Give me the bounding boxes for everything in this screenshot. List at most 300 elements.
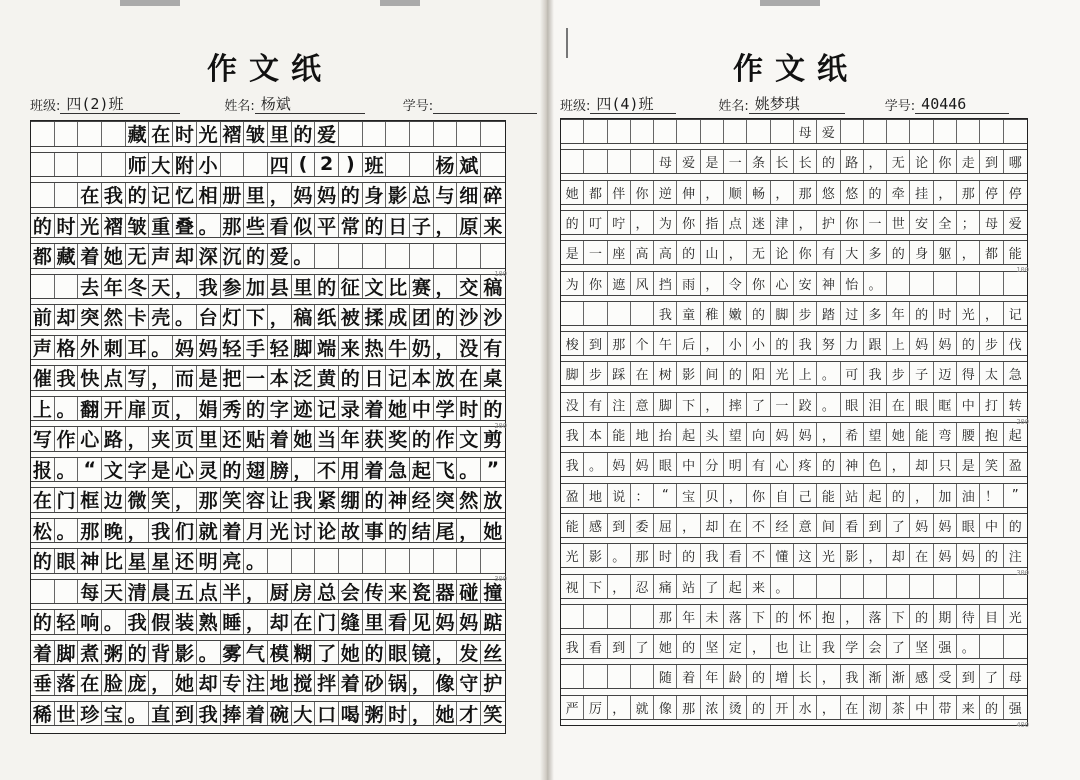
- grid-cell: 我: [841, 664, 864, 689]
- grid-row: [31, 670, 505, 696]
- grid-cell: ，: [841, 604, 864, 629]
- scan-edge-mark: [120, 0, 180, 6]
- class-value: 四(2)班: [60, 94, 180, 114]
- grid-cell: 看: [268, 213, 292, 239]
- grid-cell: 看: [724, 543, 747, 568]
- grid-cell: 瓷: [410, 579, 434, 605]
- grid-cell: [561, 604, 584, 629]
- grid-cell: 脚: [654, 392, 677, 417]
- grid-cell: 挡: [654, 271, 677, 296]
- grid-cell: 中: [980, 513, 1003, 538]
- grid-cell: 向: [747, 422, 770, 447]
- grid-cell: [31, 579, 55, 605]
- grid-cell: 的: [1008, 519, 1022, 535]
- grid-cell: ，: [268, 182, 292, 208]
- grid-cell: 里: [197, 426, 221, 452]
- grid-cell: 。: [55, 396, 79, 422]
- grid-cell: 着: [363, 396, 387, 422]
- grid-cell: ，: [244, 609, 268, 635]
- grid-cell: 县: [268, 274, 292, 300]
- grid-cell: ，: [771, 180, 794, 205]
- grid-cell: ：: [631, 483, 654, 508]
- grid-cell: 哪: [1008, 156, 1022, 172]
- grid-cell: [584, 301, 607, 326]
- grid-cell: 世: [55, 701, 79, 727]
- grid-cell: 座: [608, 240, 631, 265]
- grid-cell: 爱: [817, 119, 840, 144]
- grid-cell: 无: [887, 149, 910, 174]
- grid-cell: 影: [386, 182, 410, 208]
- grid-cell: [457, 548, 481, 574]
- grid-cell: 本: [584, 422, 607, 447]
- grid-cell: 藏: [126, 121, 150, 147]
- grid-cell: 迈: [934, 361, 957, 386]
- grid-cell: [654, 119, 677, 144]
- grid-cell: 的: [677, 634, 700, 659]
- grid-cell: ，: [173, 274, 197, 300]
- grid-cell: 能: [817, 483, 840, 508]
- grid-cell: [631, 301, 654, 326]
- grid-cell: 2: [315, 152, 339, 178]
- grid-row: [561, 513, 1027, 538]
- grid-cell: [864, 119, 887, 144]
- grid-cell: 作: [55, 426, 79, 452]
- grid-row: [561, 574, 1027, 599]
- grid-cell: 开: [771, 695, 794, 720]
- grid-cell: [55, 579, 79, 605]
- grid-cell: 踩: [608, 361, 631, 386]
- grid-cell: 油: [957, 483, 980, 508]
- grid-cell: [724, 119, 747, 144]
- class-label: 班级:: [560, 99, 591, 114]
- grid-cell: 假: [149, 609, 173, 635]
- grid-cell: 笑: [483, 703, 503, 726]
- grid-cell: ，: [434, 213, 458, 239]
- grid-cell: 时: [386, 701, 410, 727]
- grid-cell: 稿: [483, 276, 503, 299]
- grid-cell: [1004, 119, 1027, 144]
- grid-cell: 的: [747, 664, 770, 689]
- grid-cell: 沉: [221, 243, 245, 269]
- grid-cell: 。: [292, 243, 316, 269]
- grid-cell: 她: [102, 243, 126, 269]
- grid-cell: 水: [794, 695, 817, 720]
- grid-cell: [561, 119, 584, 144]
- grid-cell: 我: [864, 361, 887, 386]
- grid-cell: 上: [887, 331, 910, 356]
- grid-cell: ，: [410, 701, 434, 727]
- grid-row: [561, 149, 1027, 174]
- grid-cell: 落: [724, 604, 747, 629]
- grid-cell: ，: [701, 271, 724, 296]
- grid-cell: 步: [887, 361, 910, 386]
- grid-cell: 的: [363, 487, 387, 513]
- grid-row: [561, 271, 1027, 296]
- grid-cell: 牵: [887, 180, 910, 205]
- grid-cell: 子: [410, 213, 434, 239]
- class-value: 四(4)班: [590, 94, 676, 114]
- grid-cell: 你: [794, 240, 817, 265]
- grid-cell: 尾: [434, 518, 458, 544]
- grid-cell: 小: [197, 152, 221, 178]
- grid-cell: 我: [292, 487, 316, 513]
- grid-cell: 小: [747, 331, 770, 356]
- grid-cell: 风: [631, 271, 654, 296]
- grid-cell: 眼: [386, 640, 410, 666]
- grid-cell: 悠: [841, 180, 864, 205]
- grid-cell: 学: [434, 396, 458, 422]
- grid-cell: 。: [55, 518, 79, 544]
- grid-cell: 让: [794, 634, 817, 659]
- grid-cell: [434, 243, 458, 269]
- grid-cell: 睡: [221, 609, 245, 635]
- grid-cell: 一: [724, 149, 747, 174]
- grid-cell: 声: [149, 243, 173, 269]
- grid-cell: [386, 548, 410, 574]
- grid-cell: 的: [31, 548, 55, 574]
- grid-cell: 到: [173, 701, 197, 727]
- grid-cell: 碗: [268, 701, 292, 727]
- grid-cell: 容: [244, 487, 268, 513]
- grid-cell: 摔: [724, 392, 747, 417]
- word-count-marker: 300: [1016, 569, 1029, 578]
- grid-cell: [608, 119, 631, 144]
- grid-cell: 咛: [608, 210, 631, 235]
- grid-cell: 的: [126, 182, 150, 208]
- grid-cell: 轻: [221, 335, 245, 361]
- grid-cell: [794, 574, 817, 599]
- grid-cell: 龄: [724, 664, 747, 689]
- grid-cell: 的: [957, 331, 980, 356]
- grid-cell: 快: [78, 365, 102, 391]
- grid-cell: 强: [934, 634, 957, 659]
- grid-cell: 妈: [771, 422, 794, 447]
- grid-cell: 紧: [315, 487, 339, 513]
- grid-cell: 影: [584, 543, 607, 568]
- grid-cell: [31, 121, 55, 147]
- grid-cell: 我: [55, 365, 79, 391]
- grid-cell: [584, 664, 607, 689]
- grid-cell: [268, 548, 292, 574]
- grid-cell: 点: [197, 579, 221, 605]
- grid-cell: 光: [78, 213, 102, 239]
- grid-cell: 让: [268, 487, 292, 513]
- grid-row: [31, 426, 505, 452]
- grid-cell: 半: [221, 579, 245, 605]
- grid-cell: 意: [794, 513, 817, 538]
- id-label: 学号:: [884, 99, 916, 114]
- grid-cell: 还: [173, 548, 197, 574]
- grid-cell: [841, 119, 864, 144]
- grid-cell: 子: [910, 361, 933, 386]
- grid-cell: 着: [244, 701, 268, 727]
- grid-cell: 光: [1008, 610, 1022, 626]
- grid-cell: 框: [78, 487, 102, 513]
- grid-cell: 下: [747, 604, 770, 629]
- grid-cell: [677, 119, 700, 144]
- grid-row: [31, 365, 505, 391]
- grid-cell: 房: [292, 579, 316, 605]
- grid-cell: 的: [771, 331, 794, 356]
- grid-cell: 坚: [701, 634, 724, 659]
- grid-cell: 期: [934, 604, 957, 629]
- grid-cell: 晚: [102, 518, 126, 544]
- grid-cell: 记: [315, 396, 339, 422]
- grid-cell: 讨: [292, 518, 316, 544]
- grid-row: [31, 213, 505, 239]
- grid-row: [561, 422, 1027, 447]
- grid-cell: 四: [268, 152, 292, 178]
- grid-cell: 我: [701, 543, 724, 568]
- grid-cell: 灵: [197, 457, 221, 483]
- grid-cell: 班: [363, 152, 387, 178]
- grid-cell: 脚: [55, 640, 79, 666]
- grid-cell: 一: [584, 240, 607, 265]
- grid-cell: 一: [244, 365, 268, 391]
- grid-cell: 落: [864, 604, 887, 629]
- grid-cell: 你: [747, 483, 770, 508]
- grid-cell: 那: [78, 518, 102, 544]
- grid-cell: 清: [126, 579, 150, 605]
- grid-cell: 努: [817, 331, 840, 356]
- grid-cell: 。: [457, 457, 481, 483]
- grid-cell: “: [654, 483, 677, 508]
- grid-cell: 地: [584, 483, 607, 508]
- grid-cell: 撞: [483, 581, 503, 604]
- grid-cell: 轻: [55, 609, 79, 635]
- word-count-marker: 200: [494, 422, 507, 430]
- grid-cell: 视: [561, 574, 584, 599]
- grid-cell: 的: [747, 695, 770, 720]
- grid-cell: 砂: [363, 670, 387, 696]
- grid-cell: 用: [339, 457, 363, 483]
- grid-cell: 中: [910, 695, 933, 720]
- grid-cell: ，: [292, 457, 316, 483]
- grid-cell: 。: [244, 548, 268, 574]
- grid-cell: ”: [1011, 487, 1019, 503]
- grid-cell: 经: [771, 513, 794, 538]
- grid-cell: 来: [483, 215, 503, 238]
- grid-cell: 津: [771, 210, 794, 235]
- grid-cell: 不: [747, 543, 770, 568]
- grid-cell: 字: [126, 457, 150, 483]
- grid-cell: 渐: [864, 664, 887, 689]
- grid-cell: 比: [386, 274, 410, 300]
- grid-cell: [1004, 271, 1027, 296]
- grid-cell: 绷: [339, 487, 363, 513]
- grid-cell: 月: [244, 518, 268, 544]
- grid-cell: 的: [31, 609, 55, 635]
- grid-cell: 的: [910, 604, 933, 629]
- grid-cell: 多: [864, 301, 887, 326]
- grid-cell: ，: [631, 210, 654, 235]
- grid-cell: 就: [631, 695, 654, 720]
- grid-cell: 碎: [483, 185, 503, 208]
- grid-cell: 意: [631, 392, 654, 417]
- scan-edge-mark: [760, 0, 820, 6]
- grid-cell: 你: [747, 271, 770, 296]
- grid-cell: 步: [980, 331, 1003, 356]
- grid-cell: 眼: [841, 392, 864, 417]
- grid-cell: 褶: [102, 213, 126, 239]
- grid-cell: 。: [173, 304, 197, 330]
- grid-cell: 文: [102, 457, 126, 483]
- grid-cell: 落: [55, 670, 79, 696]
- grid-cell: 了: [701, 574, 724, 599]
- grid-cell: 伐: [1008, 338, 1022, 354]
- grid-cell: [292, 548, 316, 574]
- grid-cell: 嫩: [724, 301, 747, 326]
- grid-cell: 本: [268, 365, 292, 391]
- name-value: 杨斌: [255, 94, 365, 114]
- grid-cell: 光: [957, 301, 980, 326]
- grid-cell: [608, 604, 631, 629]
- grid-cell: 结: [410, 518, 434, 544]
- grid-cell: 痛: [654, 574, 677, 599]
- grid-row: [561, 180, 1027, 205]
- grid-cell: [584, 119, 607, 144]
- grid-cell: 捧: [221, 701, 245, 727]
- grid-cell: 妈: [934, 331, 957, 356]
- grid-cell: 时: [55, 213, 79, 239]
- grid-cell: 是: [149, 457, 173, 483]
- grid-cell: 的: [31, 213, 55, 239]
- grid-row: [31, 396, 505, 422]
- grid-cell: 我: [561, 634, 584, 659]
- grid-cell: 手: [244, 335, 268, 361]
- grid-cell: [221, 152, 245, 178]
- grid-cell: 到: [864, 513, 887, 538]
- word-count-marker: 400: [1016, 720, 1029, 729]
- grid-cell: [339, 243, 363, 269]
- grid-cell: 像: [654, 695, 677, 720]
- grid-cell: [386, 121, 410, 147]
- grid-cell: 我: [149, 518, 173, 544]
- grid-cell: 我: [197, 274, 221, 300]
- grid-cell: 年: [701, 664, 724, 689]
- grid-cell: 录: [339, 396, 363, 422]
- grid-cell: 。: [55, 457, 79, 483]
- grid-cell: 影: [841, 543, 864, 568]
- grid-cell: 都: [980, 240, 1003, 265]
- grid-cell: 雾: [221, 640, 245, 666]
- grid-cell: 叠: [173, 213, 197, 239]
- grid-cell: 皱: [244, 121, 268, 147]
- grid-cell: 盈: [561, 483, 584, 508]
- grid-cell: [315, 243, 339, 269]
- grid-cell: 参: [221, 274, 245, 300]
- grid-cell: 里: [363, 609, 387, 635]
- grid-cell: 在: [78, 670, 102, 696]
- grid-cell: 能: [910, 422, 933, 447]
- grid-cell: 在: [841, 695, 864, 720]
- grid-row: [561, 119, 1027, 144]
- grid-cell: 色: [864, 452, 887, 477]
- grid-cell: [817, 574, 840, 599]
- binding-mark: [566, 28, 568, 58]
- grid-cell: 的: [561, 210, 584, 235]
- grid-cell: 的: [677, 240, 700, 265]
- grid-cell: 护: [483, 673, 503, 696]
- grid-cell: 停: [980, 180, 1003, 205]
- grid-cell: 起: [724, 574, 747, 599]
- grid-cell: 抱: [980, 422, 1003, 447]
- grid-cell: 笑: [980, 452, 1003, 477]
- grid-cell: [31, 274, 55, 300]
- grid-cell: 了: [887, 513, 910, 538]
- grid-cell: 会: [339, 579, 363, 605]
- grid-cell: 神: [78, 548, 102, 574]
- grid-cell: 脚: [292, 335, 316, 361]
- grid-cell: 烫: [724, 695, 747, 720]
- grid-cell: 的: [980, 543, 1003, 568]
- grid-cell: 抬: [654, 422, 677, 447]
- grid-cell: 委: [631, 513, 654, 538]
- grid-row: [31, 640, 505, 666]
- grid-cell: 过: [841, 301, 864, 326]
- grid-cell: 力: [841, 331, 864, 356]
- grid-cell: ！: [980, 483, 1003, 508]
- grid-cell: ，: [910, 483, 933, 508]
- grid-cell: 起: [864, 483, 887, 508]
- grid-cell: 的: [887, 483, 910, 508]
- grid-cell: 在: [887, 392, 910, 417]
- grid-cell: ，: [677, 513, 700, 538]
- grid-cell: 她: [561, 180, 584, 205]
- grid-cell: 在: [910, 543, 933, 568]
- grid-cell: 妈: [457, 609, 481, 635]
- grid-cell: 来: [339, 335, 363, 361]
- grid-cell: 天: [102, 579, 126, 605]
- grid-cell: 比: [102, 548, 126, 574]
- grid-cell: [31, 182, 55, 208]
- grid-cell: 笑: [149, 487, 173, 513]
- grid-cell: ，: [864, 149, 887, 174]
- grid-cell: [887, 119, 910, 144]
- grid-cell: 爱: [677, 149, 700, 174]
- grid-cell: 待: [957, 604, 980, 629]
- grid-cell: ，: [126, 518, 150, 544]
- grid-row: [31, 487, 505, 513]
- grid-cell: 膀: [268, 457, 292, 483]
- grid-cell: 论: [771, 240, 794, 265]
- grid-cell: 皱: [126, 213, 150, 239]
- grid-row: [31, 701, 505, 727]
- grid-cell: 搅: [292, 670, 316, 696]
- grid-row: [31, 243, 505, 269]
- grid-cell: 粥: [363, 701, 387, 727]
- grid-cell: [457, 121, 481, 147]
- grid-cell: 妈: [794, 422, 817, 447]
- grid-cell: [887, 574, 910, 599]
- grid-cell: 为: [561, 271, 584, 296]
- grid-cell: 见: [410, 609, 434, 635]
- grid-cell: [910, 271, 933, 296]
- grid-cell: (: [292, 152, 316, 178]
- grid-cell: 爱: [1008, 216, 1022, 232]
- grid-cell: 盈: [1008, 459, 1022, 475]
- scan-edge-mark: [380, 0, 420, 6]
- grid-cell: ，: [701, 392, 724, 417]
- grid-cell: 论: [910, 149, 933, 174]
- grid-cell: 强: [1008, 701, 1022, 717]
- grid-cell: 她: [173, 670, 197, 696]
- grid-cell: 学: [841, 634, 864, 659]
- grid-cell: [934, 574, 957, 599]
- grid-cell: 声: [31, 335, 55, 361]
- grid-row: [31, 579, 505, 605]
- grid-cell: 缝: [339, 609, 363, 635]
